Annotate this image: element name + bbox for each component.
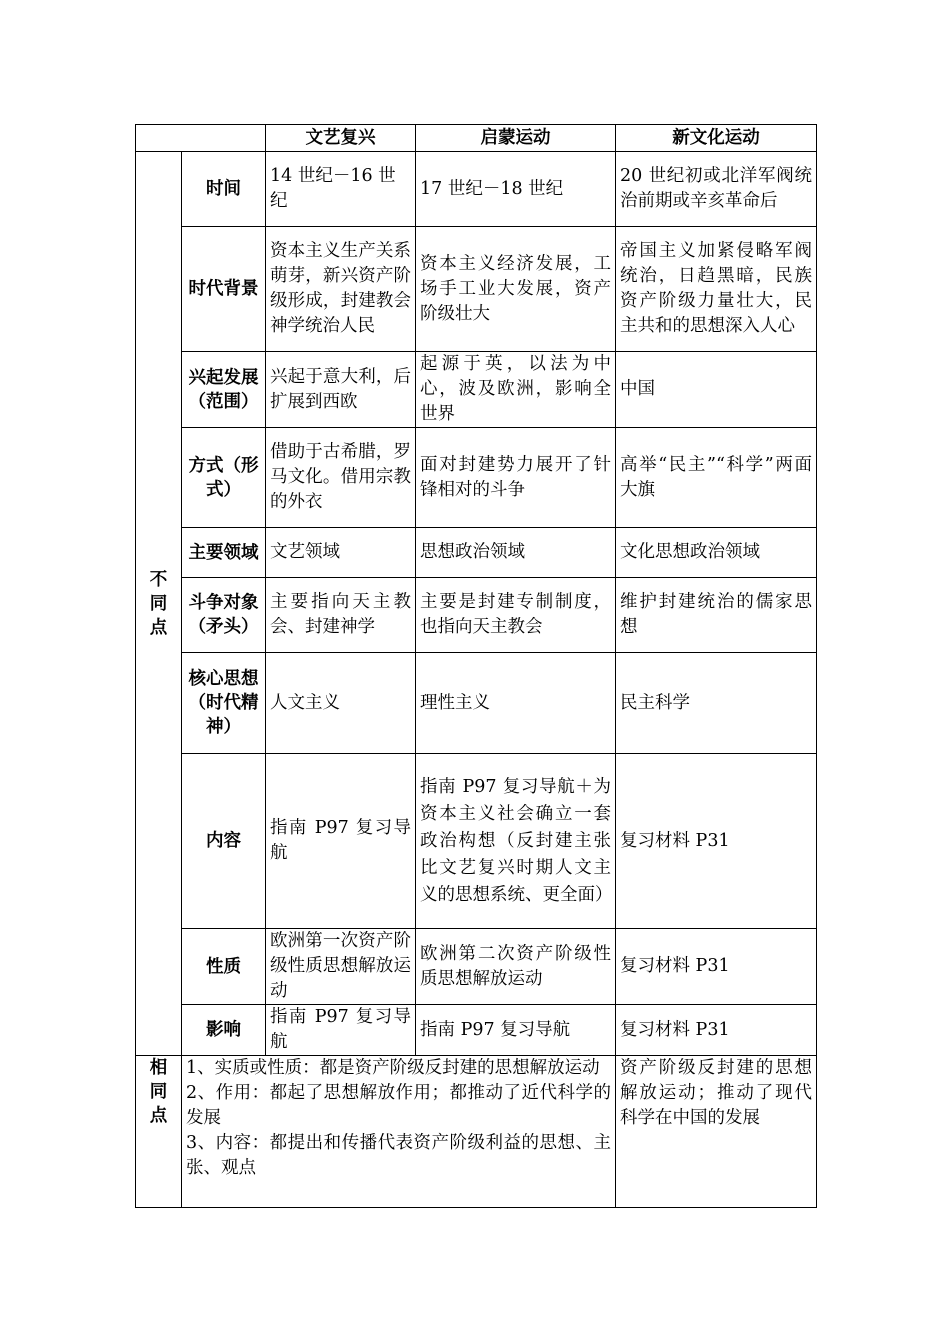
table-row	[136, 578, 817, 653]
table-row	[136, 1005, 817, 1056]
row-label: 内容	[182, 754, 266, 929]
row-label: 主要领域	[182, 528, 266, 578]
row-label: 时间	[182, 152, 266, 227]
header-renaissance: 文艺复兴	[266, 125, 416, 152]
cell-enlightenment: 指南 P97 复习导航	[416, 1005, 616, 1056]
comparison-table	[135, 124, 817, 1208]
cell-new-culture: 文化思想政治领域	[616, 528, 817, 578]
cell-renaissance: 指南 P97 复习导航	[266, 1005, 416, 1056]
common-points-left: 1、实质或性质：都是资产阶级反封建的思想解放运动 2、作用：都起了思想解放作用；都推动了近代科学的发展 3、内容：都提出和传播代表资产阶级利益的思想、主张、观点	[182, 1056, 616, 1208]
cell-renaissance: 文艺领域	[266, 528, 416, 578]
common-row	[136, 1056, 817, 1208]
header-new-culture: 新文化运动	[616, 125, 817, 152]
cell-renaissance: 借助于古希腊，罗马文化。借用宗教的外衣	[266, 428, 416, 528]
cell-new-culture: 中国	[616, 352, 817, 428]
cell-renaissance: 指南 P97 复习导航	[266, 754, 416, 929]
table-row	[136, 428, 817, 528]
cell-new-culture: 民主科学	[616, 653, 817, 754]
cell-new-culture: 复习材料 P31	[616, 754, 817, 929]
cell-enlightenment: 起源于英，以法为中心，波及欧洲，影响全世界	[416, 352, 616, 428]
cell-enlightenment: 资本主义经济发展，工场手工业大发展，资产阶级壮大	[416, 227, 616, 352]
table-row	[136, 528, 817, 578]
cell-enlightenment: 欧洲第二次资产阶级性质思想解放运动	[416, 929, 616, 1005]
cell-renaissance: 14 世纪－16 世纪	[266, 152, 416, 227]
row-label: 兴起发展（范围）	[182, 352, 266, 428]
row-label: 斗争对象（矛头）	[182, 578, 266, 653]
cell-renaissance: 人文主义	[266, 653, 416, 754]
cell-new-culture: 20 世纪初或北洋军阀统治前期或辛亥革命后	[616, 152, 817, 227]
row-label: 性质	[182, 929, 266, 1005]
cell-new-culture: 高举“民主”“科学”两面大旗	[616, 428, 817, 528]
header-enlightenment: 启蒙运动	[416, 125, 616, 152]
table-row	[136, 653, 817, 754]
group-label-similarities: 相同点	[136, 1056, 182, 1208]
header-row	[136, 125, 817, 152]
row-label: 核心思想（时代精神）	[182, 653, 266, 754]
cell-enlightenment: 主要是封建专制制度，也指向天主教会	[416, 578, 616, 653]
cell-enlightenment: 17 世纪－18 世纪	[416, 152, 616, 227]
cell-renaissance: 兴起于意大利，后扩展到西欧	[266, 352, 416, 428]
table-row	[136, 754, 817, 929]
table-row	[136, 352, 817, 428]
group-label-differences: 不同点	[136, 152, 182, 1056]
row-label: 方式（形式）	[182, 428, 266, 528]
table-row	[136, 227, 817, 352]
cell-renaissance: 欧洲第一次资产阶级性质思想解放运动	[266, 929, 416, 1005]
common-points-right: 资产阶级反封建的思想解放运动；推动了现代科学在中国的发展	[616, 1056, 817, 1208]
cell-renaissance: 主要指向天主教会、封建神学	[266, 578, 416, 653]
cell-new-culture: 维护封建统治的儒家思想	[616, 578, 817, 653]
cell-enlightenment: 指南 P97 复习导航＋为资本主义社会确立一套政治构想（反封建主张比文艺复兴时期人文主义的思想系统、更全面）	[416, 754, 616, 929]
header-corner-cell	[136, 125, 266, 152]
cell-new-culture: 复习材料 P31	[616, 929, 817, 1005]
table-row	[136, 929, 817, 1005]
cell-new-culture: 帝国主义加紧侵略军阀统治，日趋黑暗，民族资产阶级力量壮大，民主共和的思想深入人心	[616, 227, 817, 352]
table-row	[136, 152, 817, 227]
row-label: 时代背景	[182, 227, 266, 352]
cell-new-culture: 复习材料 P31	[616, 1005, 817, 1056]
cell-renaissance: 资本主义生产关系萌芽，新兴资产阶级形成，封建教会神学统治人民	[266, 227, 416, 352]
cell-enlightenment: 思想政治领域	[416, 528, 616, 578]
cell-enlightenment: 面对封建势力展开了针锋相对的斗争	[416, 428, 616, 528]
row-label: 影响	[182, 1005, 266, 1056]
cell-enlightenment: 理性主义	[416, 653, 616, 754]
